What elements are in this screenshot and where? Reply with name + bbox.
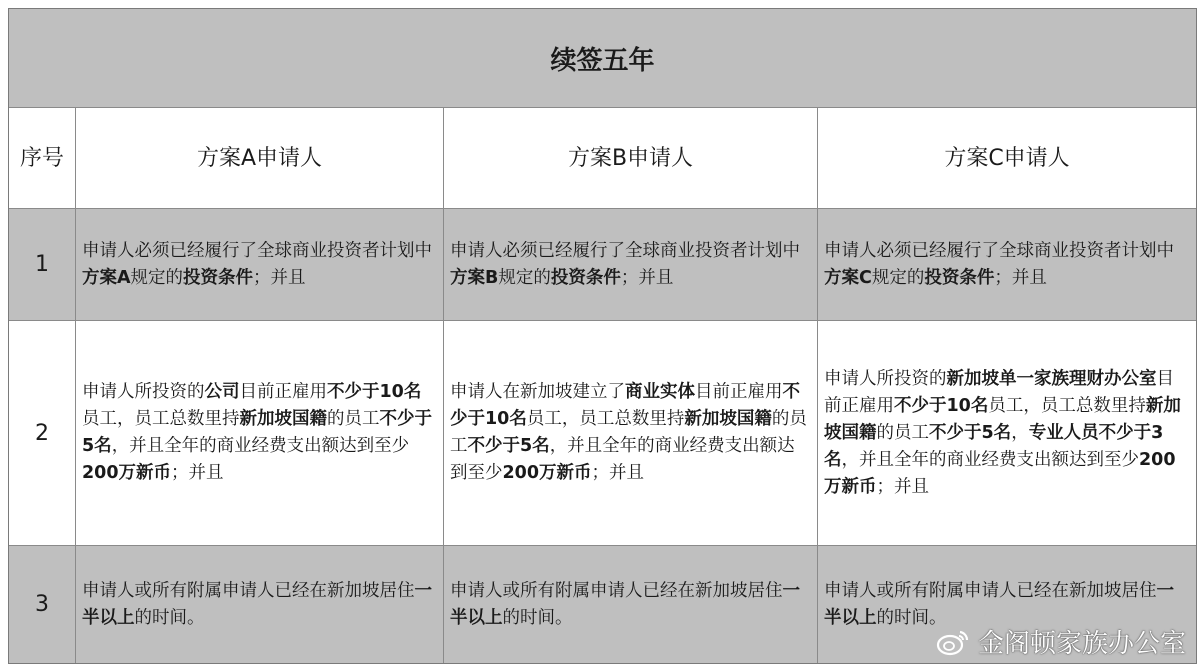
row-2-plan-c-text: 申请人所投资的新加坡单一家族理财办公室目前正雇用不少于10名员工，员工总数里持新加坡国籍的员工不少于5名，专业人员不少于3名，并且全年的商业经费支出额达到至少200万新币；并且 bbox=[824, 368, 1181, 497]
row-2-plan-a-text: 申请人所投资的公司目前正雇用不少于10名员工，员工总数里持新加坡国籍的员工不少于5名，并且全年的商业经费支出额达到至少200万新币；并且 bbox=[82, 382, 432, 483]
header-index: 序号 bbox=[9, 108, 76, 208]
row-number: 1 bbox=[9, 209, 76, 320]
row-1-plan-c-text: 申请人必须已经履行了全球商业投资者计划中方案C规定的投资条件；并且 bbox=[824, 240, 1174, 288]
header-row bbox=[9, 108, 1196, 209]
row-number: 2 bbox=[9, 321, 76, 545]
renewal-table bbox=[8, 8, 1197, 664]
table-row-1 bbox=[9, 209, 1196, 321]
watermark bbox=[936, 623, 1186, 660]
row-3-plan-a-text: 申请人或所有附属申请人已经在新加坡居住一半以上的时间。 bbox=[82, 580, 432, 628]
row-2-plan-b-text: 申请人在新加坡建立了商业实体目前正雇用不少于10名员工，员工总数里持新加坡国籍的员工不少于5名，并且全年的商业经费支出额达到至少200万新币；并且 bbox=[450, 382, 807, 483]
row-3-plan-b-text: 申请人或所有附属申请人已经在新加坡居住一半以上的时间。 bbox=[450, 580, 800, 628]
header-plan-c: 方案C申请人 bbox=[944, 145, 1070, 171]
table-title: 续签五年 bbox=[9, 9, 1196, 108]
row-1-plan-a-text: 申请人必须已经履行了全球商业投资者计划中方案A规定的投资条件；并且 bbox=[82, 240, 432, 288]
watermark-text: 金阁顿家族办公室 bbox=[977, 629, 1186, 659]
row-1-plan-b-text: 申请人必须已经履行了全球商业投资者计划中方案B规定的投资条件；并且 bbox=[450, 240, 800, 288]
table-row-2 bbox=[9, 321, 1196, 546]
header-plan-b: 方案B申请人 bbox=[444, 108, 818, 208]
weibo-icon bbox=[936, 628, 970, 656]
header-plan-a: 方案A申请人 bbox=[76, 108, 444, 208]
row-number: 3 bbox=[9, 546, 76, 663]
row-3-plan-c-text: 申请人或所有附属申请人已经在新加坡居住一半以上的时间。 bbox=[824, 580, 1174, 628]
